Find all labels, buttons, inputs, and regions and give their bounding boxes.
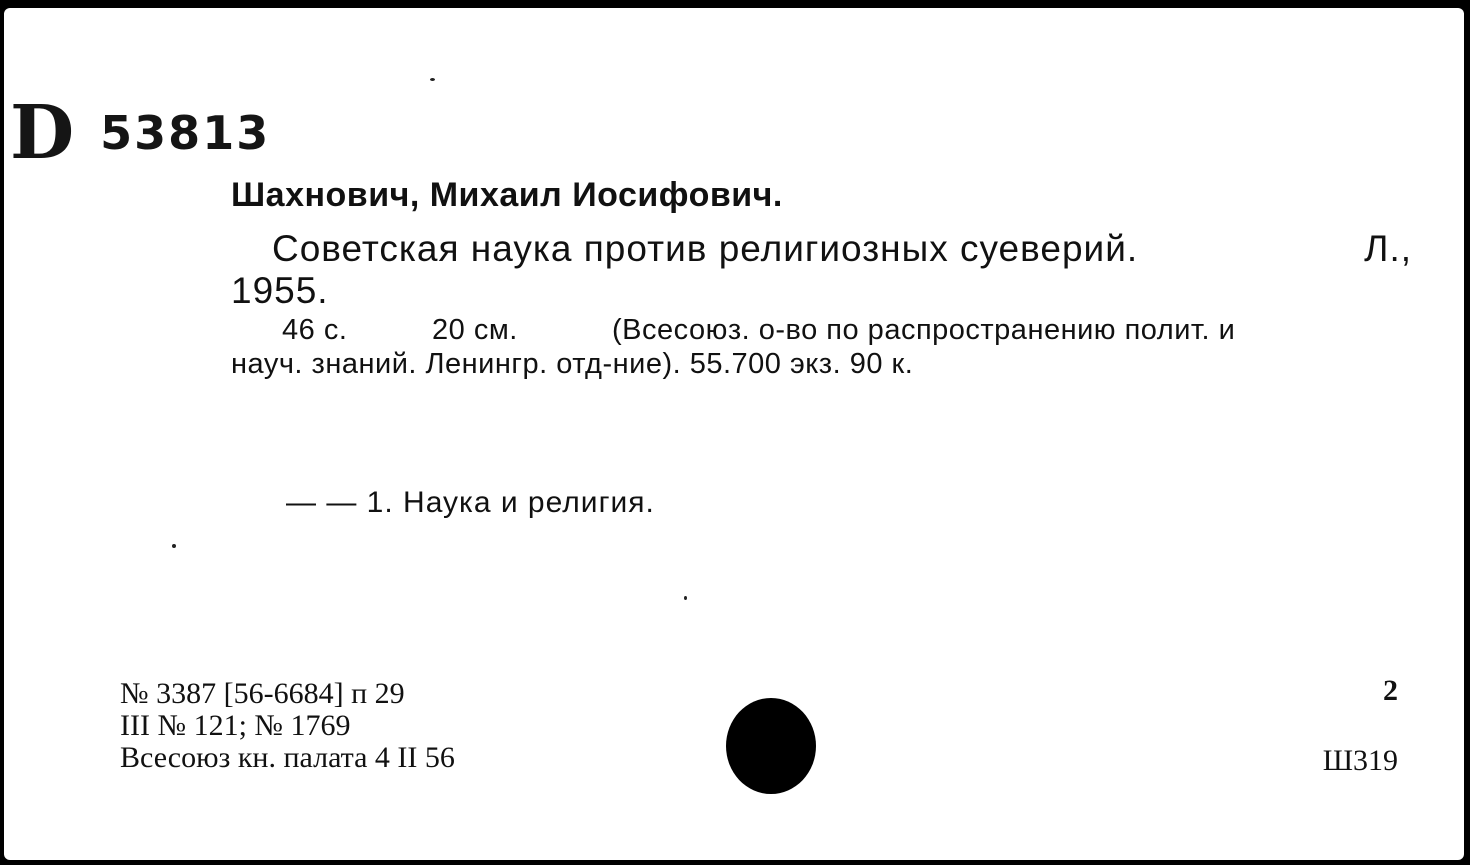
series-note-continued: науч. знаний. Ленингр. отд-ние). 55.700 экз. 90 к. [231, 348, 914, 380]
registration-line-1: № 3387 [56-6684] п 29 [120, 677, 405, 710]
registration-line-2: III № 121; № 1769 [120, 709, 351, 742]
book-title: Советская наука против религиозных суеверий. [272, 228, 1139, 269]
registration-line-3: Всесоюз кн. палата 4 II 56 [120, 741, 455, 774]
sheet-number: 2 [1383, 674, 1398, 707]
ink-speck [172, 544, 176, 548]
catalog-card [4, 8, 1464, 860]
page-count: 46 с. [282, 314, 348, 346]
punch-hole [726, 698, 816, 794]
shelfmark-prefix: D [10, 90, 71, 176]
shelfmark [4, 88, 270, 178]
publication-place: Л., [1364, 228, 1412, 269]
registration-block [120, 678, 455, 774]
book-size: 20 см. [432, 314, 518, 346]
title-line [272, 228, 1412, 270]
physical-description [282, 314, 1402, 347]
author-name: Шахнович, Михаил Иосифович. [231, 176, 783, 214]
subject-heading: — — 1. Наука и религия. [286, 486, 655, 519]
classification-cipher: Ш319 [1322, 744, 1398, 777]
ink-speck [684, 596, 687, 600]
series-note: (Всесоюз. о-во по распространению полит. и [612, 314, 1236, 346]
ink-speck [430, 78, 435, 81]
publication-year: 1955. [231, 270, 329, 311]
shelfmark-number: 53813 [100, 106, 271, 160]
